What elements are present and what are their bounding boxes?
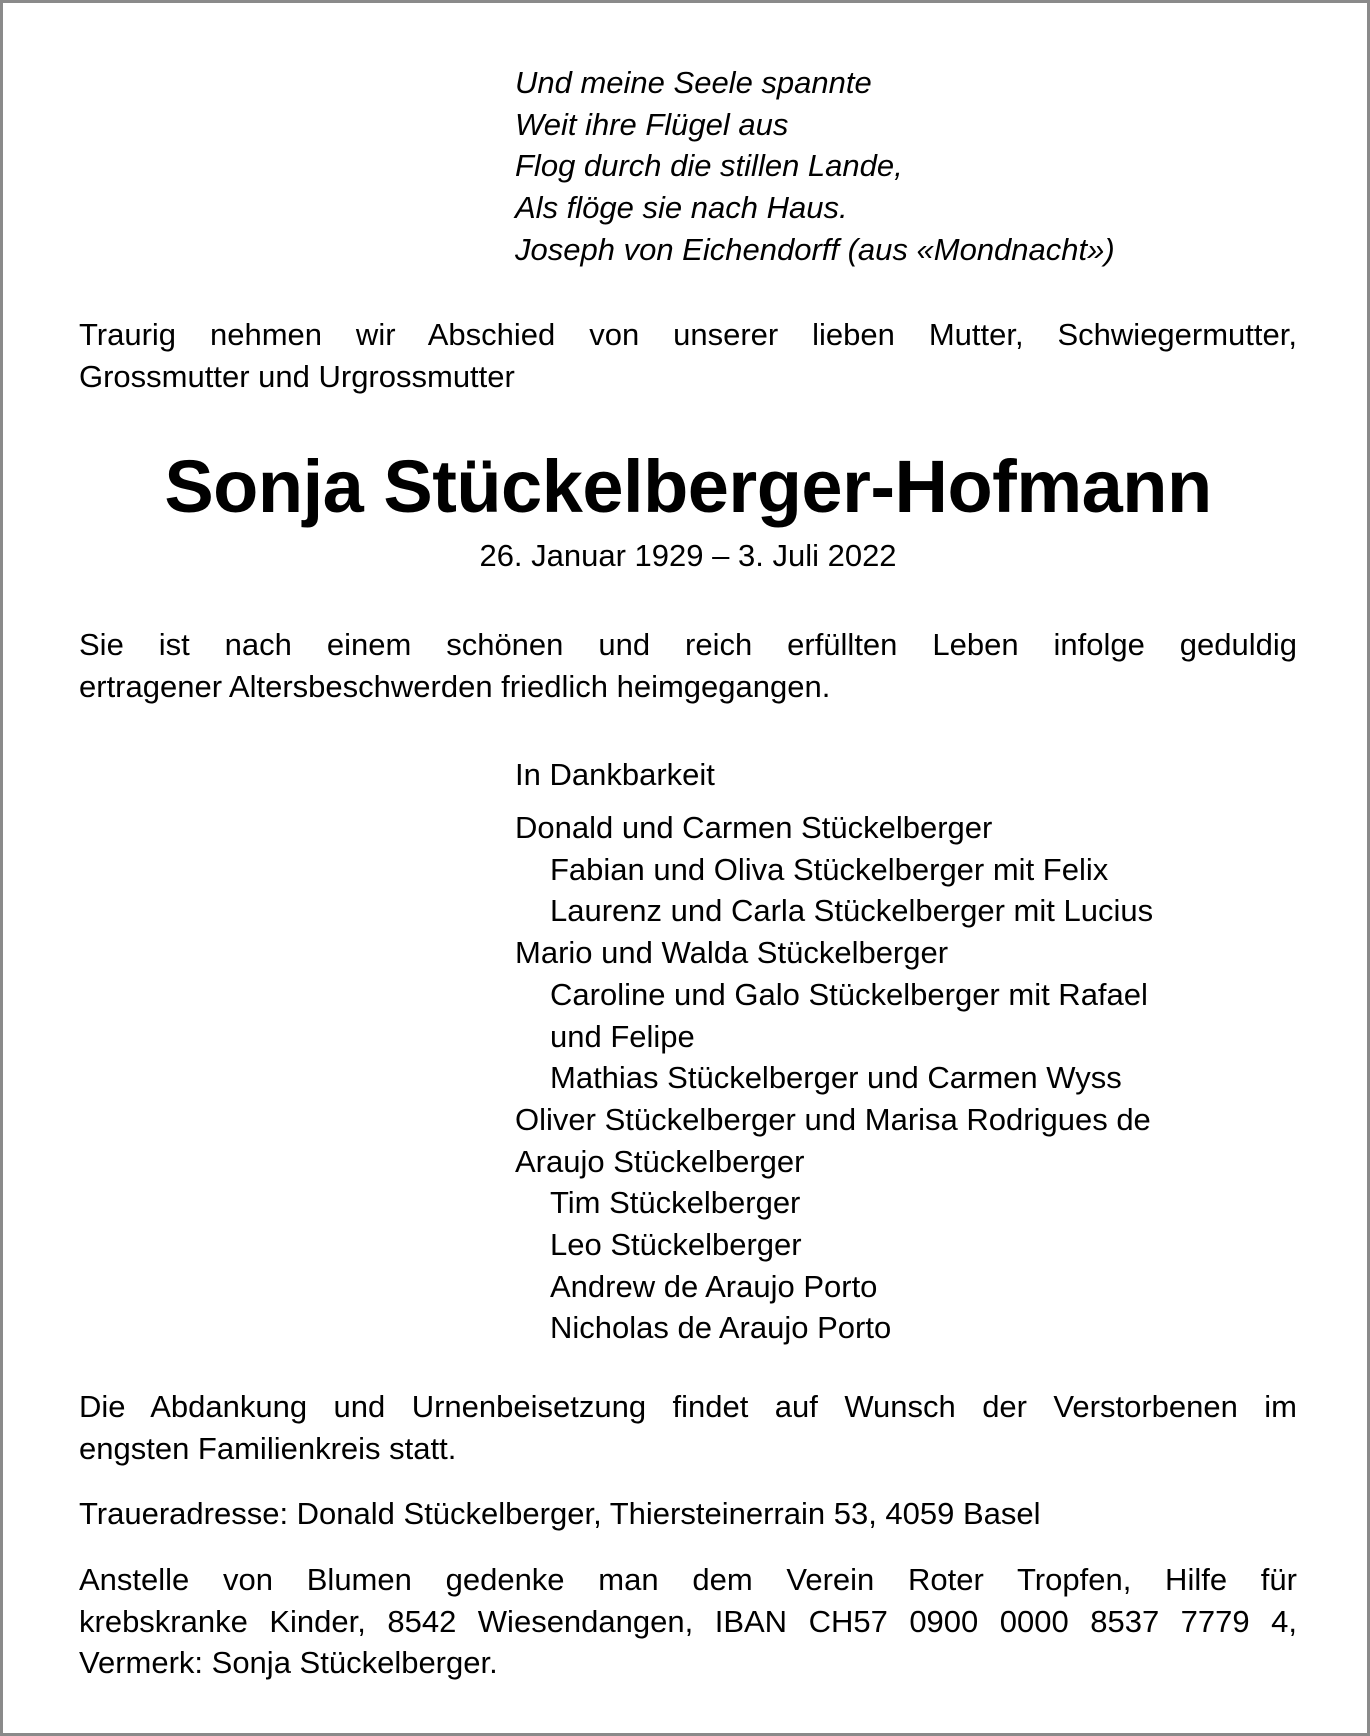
family-list <box>515 807 1153 1349</box>
family-member: Laurenz und Carla Stückelberger mit Lucius <box>550 893 1154 929</box>
family-member: Fabian und Oliva Stückelberger mit Felix <box>550 851 1109 887</box>
ceremony-line: Die Abdankung und Urnenbeisetzung findet auf Wunsch der Verstorbenen im <box>79 1389 1297 1424</box>
poem-quote <box>515 62 1115 271</box>
poem-line: Und meine Seele spannte <box>515 65 872 100</box>
poem-line: Flog durch die stillen Lande, <box>515 148 903 184</box>
poem-line: Weit ihre Flügel aus <box>515 106 789 142</box>
passing-line: ertragener Altersbeschwerden friedlich heimgegangen. <box>79 668 831 704</box>
mourning-address: Traueradresse: Donald Stückelberger, Thiersteinerrain 53, 4059 Basel <box>79 1496 1041 1531</box>
intro-line: Traurig nehmen wir Abschied von unserer lieben Mutter, Schwiegermutter, <box>79 317 1297 352</box>
donation-line: Anstelle von Blumen gedenke man dem Verein Roter Tropfen, Hilfe für <box>79 1562 1297 1597</box>
family-member: Leo Stückelberger <box>550 1227 802 1263</box>
ceremony-line: engsten Familienkreis statt. <box>79 1430 457 1466</box>
family-member: Andrew de Araujo Porto <box>550 1268 878 1304</box>
family-member: Mario und Walda Stückelberger <box>515 935 949 971</box>
family-member: Nicholas de Araujo Porto <box>550 1310 892 1346</box>
family-member: Tim Stückelberger <box>550 1185 801 1221</box>
poem-attribution: Joseph von Eichendorff (aus «Mondnacht») <box>515 231 1115 267</box>
passing-line: Sie ist nach einem schönen und reich erfüllten Leben infolge geduldig <box>79 627 1297 662</box>
gratitude-heading: In Dankbarkeit <box>515 757 715 792</box>
life-dates: 26. Januar 1929 – 3. Juli 2022 <box>479 538 897 573</box>
poem-line: Als flöge sie nach Haus. <box>515 190 848 226</box>
donation-line: krebskranke Kinder, 8542 Wiesendangen, IBAN CH57 0900 0000 8537 7779 4, <box>79 1603 1297 1639</box>
family-member: Donald und Carmen Stückelberger <box>515 810 993 845</box>
donation-line: Vermerk: Sonja Stückelberger. <box>79 1645 498 1681</box>
family-member: Caroline und Galo Stückelberger mit Rafael <box>550 976 1148 1012</box>
family-member: Araujo Stückelberger <box>515 1143 805 1179</box>
donation-paragraph <box>79 1559 1297 1684</box>
deceased-name: Sonja Stückelberger-Hofmann <box>164 445 1212 528</box>
intro-line: Grossmutter und Urgrossmutter <box>79 358 515 394</box>
ceremony-paragraph <box>79 1386 1297 1469</box>
family-member: und Felipe <box>550 1018 695 1054</box>
passing-paragraph <box>79 624 1297 707</box>
intro-paragraph <box>79 314 1297 397</box>
family-member: Oliver Stückelberger und Marisa Rodrigues de <box>515 1101 1151 1137</box>
family-member: Mathias Stückelberger und Carmen Wyss <box>550 1060 1122 1096</box>
